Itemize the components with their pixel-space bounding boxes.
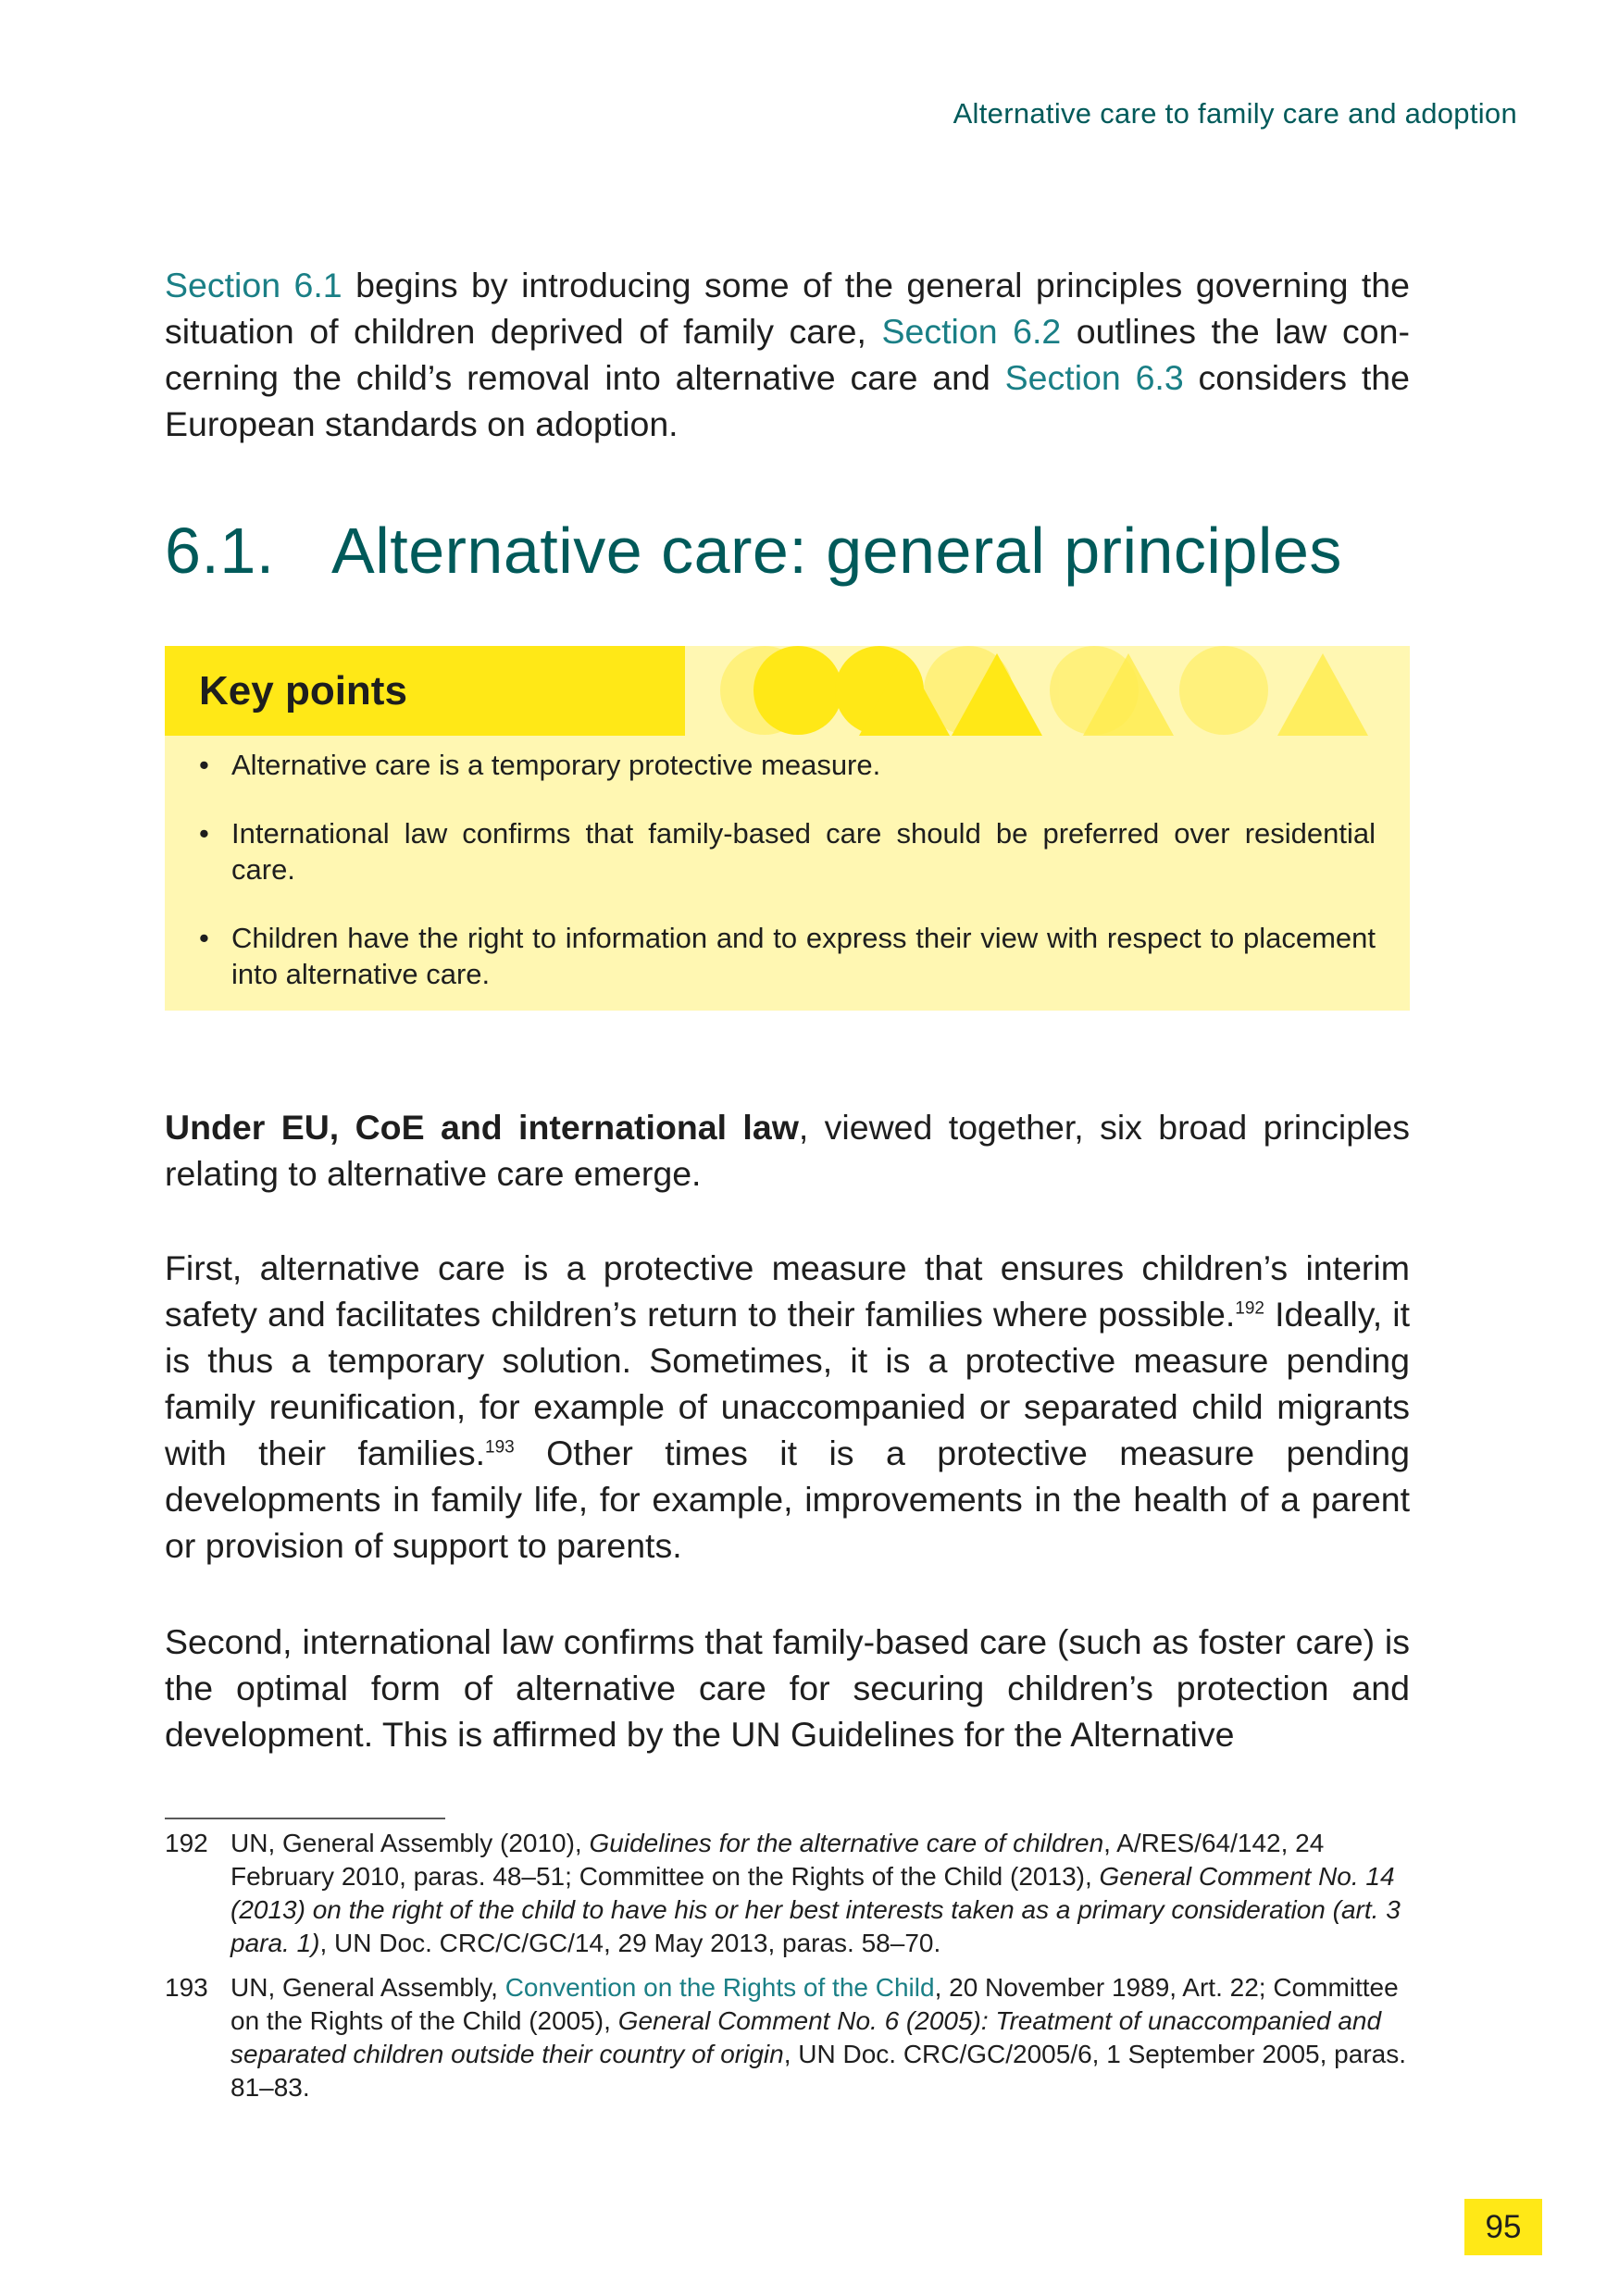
second-principle-paragraph: Second, international law confirms that family-based care (such as foster care) is the optimal form of alternative care for securing children’s protection and development. This is affirmed by the UN Guidelines for the Alternative	[165, 1622, 1410, 1754]
intro-text-2: outlines the law concerning the child’s removal into alternative care and	[165, 312, 1410, 397]
crc-convention-link[interactable]: Convention on the Rights of the Child	[504, 1973, 935, 2002]
footnote-divider	[165, 1818, 445, 1819]
section-heading	[165, 514, 1342, 588]
first-principle-paragraph: First, alternative care is a protective measure that ensures children’s interim safety and facilitates children’s return to their families where possible.$^{192}$ Ideally, it is thus a temporary solution. Sometimes, it is a protective measure pending family reunification, for example of unaccompanied or separated child migrants with their families.$^{193}$ Other times it is a protective measure pending developments in family life, for example, improvements in the health of a parent or provision of support to parents.	[165, 1248, 1410, 1565]
bullet-icon: •	[199, 922, 209, 954]
page-number: 95	[1464, 2199, 1542, 2255]
bullet-icon: •	[199, 817, 209, 850]
intro-text-3: considers the European standards on adoption.	[165, 358, 1410, 443]
key-point-item: • Children have the right to information and to express their view with respect to placement into alternative care.	[199, 922, 1376, 990]
key-point-item: • Alternative care is a temporary protective measure.	[199, 749, 881, 781]
section-6-3-link[interactable]: Section 6.3	[1004, 358, 1184, 397]
legal-framework-label: Under EU, CoE and international law	[165, 1108, 799, 1147]
section-6-1-link[interactable]: Section 6.1	[165, 266, 342, 304]
key-point-item: • International law confirms that family-based care should be preferred over residential care.	[199, 817, 1376, 886]
section-number: 6.1.	[165, 515, 275, 587]
key-points-body	[165, 736, 1410, 1011]
key-points-box	[165, 646, 1410, 1011]
key-points-title: Key points	[199, 668, 407, 714]
running-head: Alternative care to family care and adoption	[953, 97, 1517, 130]
section-6-2-link[interactable]: Section 6.2	[881, 312, 1062, 351]
footnote-number: 193	[165, 1973, 208, 2002]
section-title: Alternative care: general principles	[331, 515, 1342, 587]
decorative-shapes-icon	[685, 646, 1410, 736]
footnote-193: 193 UN, General Assembly, Convention on the Rights of the Child, 20 November 1989, Art. 22; Committee on the Rights of the Child (2005), General Comment No. 6 (2005): Treatment of unaccompanied and separated children outside their country of origin, UN Doc. CRC/GC/2005/6, 1 September 2005, paras. 81–83.	[165, 1973, 1407, 2102]
bullet-icon: •	[199, 749, 209, 781]
footnote-192: 192 UN, General Assembly (2010), Guidelines for the alternative care of children, A/RES/64/142, 24 February 2010, paras. 48–51; Committee on the Rights of the Child (2013), General Comment No. 14 (2013) on the right of the child to have his or her best interests taken as a primary consideration (art. 3 para. 1), UN Doc. CRC/C/GC/14, 29 May 2013, paras. 58–70.	[165, 1829, 1401, 1957]
footnote-number: 192	[165, 1829, 208, 1857]
footnotes	[165, 1827, 1410, 2116]
footnote-ref-193[interactable]: 193	[485, 1437, 515, 1458]
principles-intro-paragraph: Under EU, CoE and international law, viewed together, six broad principles relating to alternative care emerge.	[165, 1108, 1410, 1193]
footnote-ref-192[interactable]: 192	[1235, 1298, 1264, 1319]
intro-text-1: begins by introducing some of the general principles governing the situation of children deprived of family care,	[165, 266, 1410, 351]
key-points-header	[165, 646, 1410, 736]
intro-paragraph	[165, 262, 1410, 447]
